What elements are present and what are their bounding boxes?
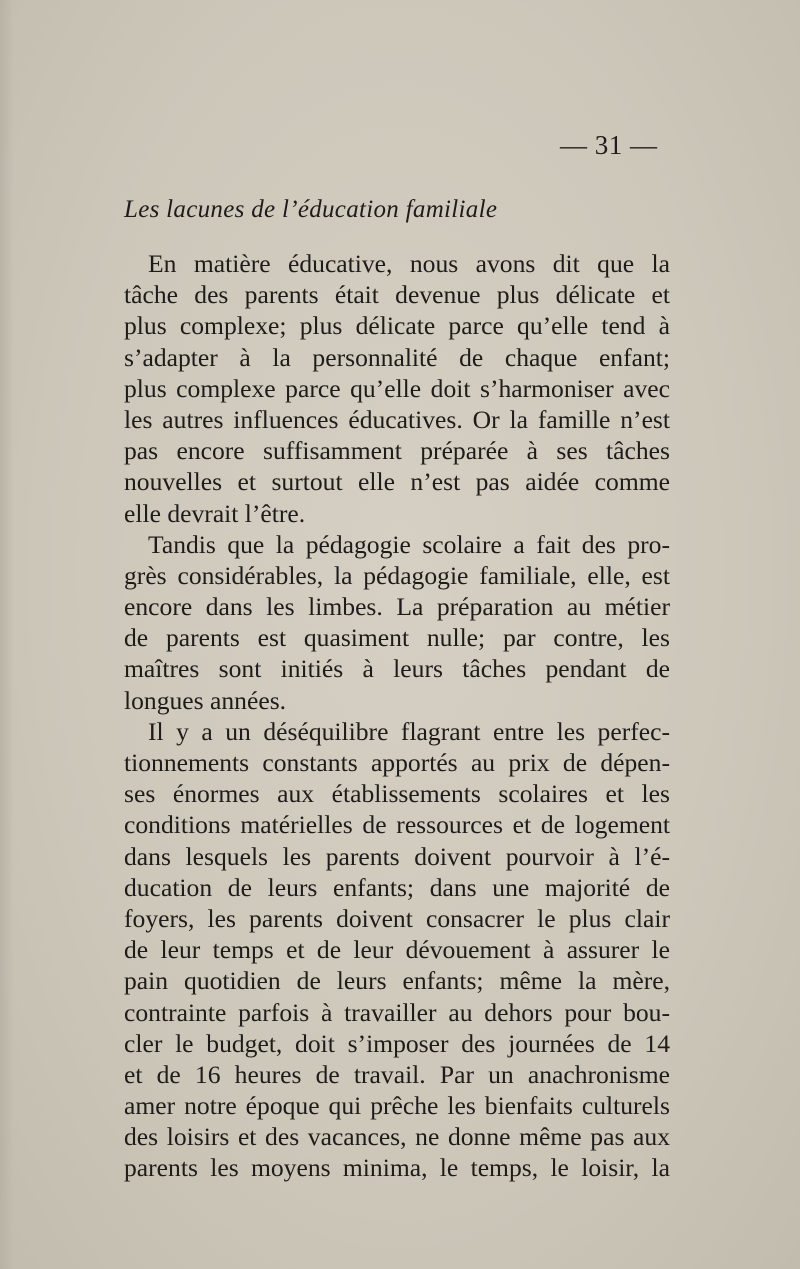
text-line: amer notre époque qui prêche les bienfaits culturels bbox=[124, 1091, 670, 1121]
text-line: s’adapter à la personnalité de chaque enfant; bbox=[124, 342, 670, 372]
text-line: et de 16 heures de travail. Par un anachronisme bbox=[124, 1059, 670, 1089]
page-edge-shadow bbox=[0, 0, 14, 1269]
text-line: maîtres sont initiés à leurs tâches pendant de bbox=[124, 654, 670, 684]
text-line: cler le budget, doit s’imposer des journées de 14 bbox=[124, 1028, 670, 1058]
text-line: foyers, les parents doivent consacrer le plus clair bbox=[124, 903, 670, 933]
text-line: pas encore suffisamment préparée à ses tâches bbox=[124, 436, 670, 466]
text-line: des loisirs et des vacances, ne donne même pas aux bbox=[124, 1122, 670, 1152]
text-line: Tandis que la pédagogie scolaire a fait des pro- bbox=[148, 529, 670, 559]
text-line: ducation de leurs enfants; dans une majorité de bbox=[124, 872, 670, 902]
text-line: pain quotidien de leurs enfants; même la mère, bbox=[124, 966, 670, 996]
text-line: plus complexe parce qu’elle doit s’harmoniser avec bbox=[124, 373, 670, 403]
section-title: Les lacunes de l’éducation familiale bbox=[124, 196, 498, 223]
text-line: parents les moyens minima, le temps, le loisir, la bbox=[124, 1153, 670, 1183]
text-line: de parents est quasiment nulle; par contre, les bbox=[124, 623, 670, 653]
text-line: elle devrait l’être. bbox=[124, 498, 306, 528]
text-line: grès considérables, la pédagogie familiale, elle, est bbox=[124, 560, 670, 590]
text-line: de leur temps et de leur dévouement à assurer le bbox=[124, 935, 670, 965]
text-line: dans lesquels les parents doivent pourvoir à l’é- bbox=[124, 841, 670, 871]
text-line: ses énormes aux établissements scolaires et les bbox=[124, 779, 670, 809]
body-text bbox=[124, 248, 670, 1184]
text-line: tionnements constants apportés au prix de dépen- bbox=[124, 748, 670, 777]
page-number: — 31 — bbox=[560, 130, 658, 160]
text-line: En matière éducative, nous avons dit que la bbox=[148, 249, 670, 278]
text-line: longues années. bbox=[124, 685, 287, 715]
text-line: Il y a un déséquilibre flagrant entre les perfec- bbox=[148, 716, 670, 746]
text-line: les autres influences éducatives. Or la famille n’est bbox=[124, 404, 670, 434]
text-line: plus complexe; plus délicate parce qu’elle tend à bbox=[124, 311, 670, 341]
text-line: conditions matérielles de ressources et de logement bbox=[124, 810, 670, 840]
text-line: contrainte parfois à travailler au dehors pour bou- bbox=[124, 997, 670, 1027]
text-line: encore dans les limbes. La préparation au métier bbox=[124, 592, 670, 622]
text-line: tâche des parents était devenue plus délicate et bbox=[124, 280, 670, 310]
text-line: nouvelles et surtout elle n’est pas aidée comme bbox=[124, 467, 670, 497]
